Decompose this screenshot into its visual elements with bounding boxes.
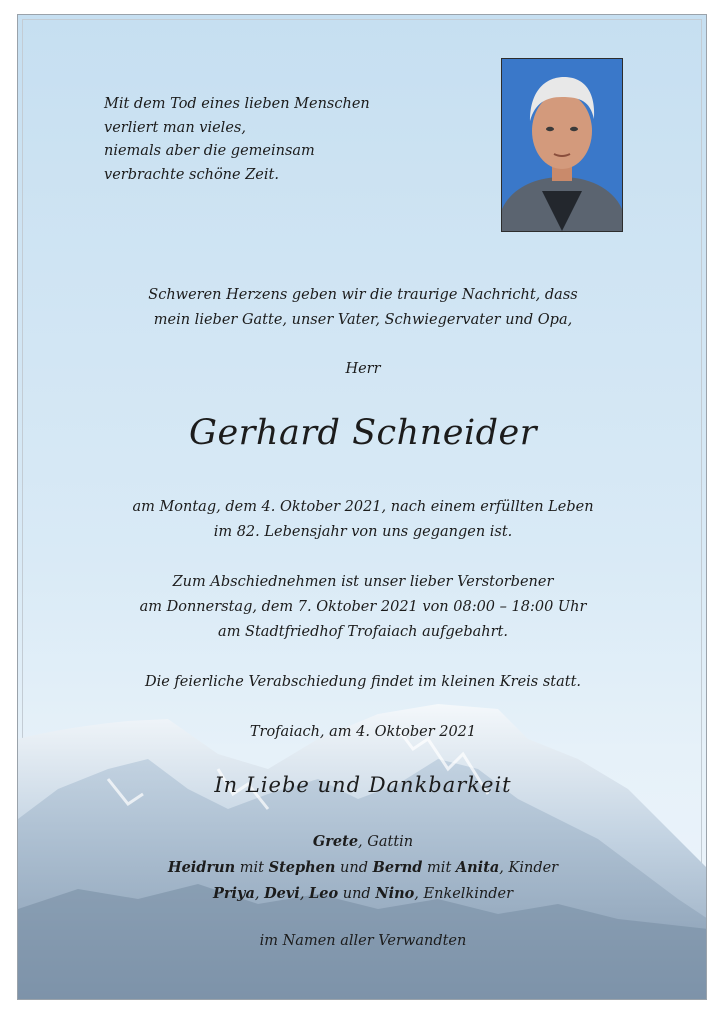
deceased-name: Gerhard Schneider: [189, 413, 537, 453]
announcement-line: Schweren Herzens geben wir die traurige Nachricht, dass: [148, 287, 578, 303]
viewing-line: am Stadtfriedhof Trofaiach aufgebahrt.: [218, 624, 508, 640]
relation-label: , Enkelkinder: [414, 886, 514, 902]
farewell-notice: Die feierliche Verabschiedung findet im kleinen Kreis statt.: [144, 674, 582, 690]
connector: ,: [254, 886, 265, 902]
mourner-name: Nino: [375, 885, 415, 902]
death-details: [18, 495, 707, 545]
mourner-name: Bernd: [372, 859, 423, 876]
mourner-name: Anita: [455, 859, 500, 876]
viewing-line: am Donnerstag, dem 7. Oktober 2021 von 08:00 – 18:00 Uhr: [139, 599, 587, 615]
mourner-name: Priya: [212, 885, 255, 902]
salutation: Herr: [345, 361, 381, 377]
mourner-line: [18, 881, 707, 907]
death-details-line: im 82. Lebensjahr von uns gegangen ist.: [213, 524, 513, 540]
viewing-line: Zum Abschiednehmen ist unser lieber Verstorbener: [172, 574, 554, 590]
death-details-line: am Montag, dem 4. Oktober 2021, nach einem erfüllten Leben: [132, 499, 594, 515]
connector: mit: [422, 860, 456, 876]
mourner-name: Stephen: [268, 859, 336, 876]
connector: ,: [299, 886, 310, 902]
closing-phrase: In Liebe und Dankbarkeit: [214, 773, 512, 797]
connector: und: [335, 860, 373, 876]
mourner-line: [18, 855, 707, 881]
connector: mit: [235, 860, 269, 876]
memorial-quote: [104, 93, 370, 187]
quote-line: Mit dem Tod eines lieben Menschen: [104, 96, 370, 112]
connector: und: [338, 886, 376, 902]
quote-line: niemals aber die gemeinsam: [104, 143, 315, 159]
obituary-card: [17, 14, 707, 1000]
mourner-line: [18, 829, 707, 855]
mourners-list: [18, 829, 707, 907]
portrait-photo-icon: [501, 58, 623, 232]
quote-line: verbrachte schöne Zeit.: [104, 166, 279, 183]
mourner-name: Heidrun: [167, 859, 236, 876]
on-behalf-note: im Namen aller Verwandten: [259, 933, 467, 949]
place-date: Trofaiach, am 4. Oktober 2021: [249, 724, 477, 740]
mourner-name: Devi: [264, 885, 300, 902]
announcement: [18, 283, 707, 333]
quote-line: verliert man vieles,: [104, 119, 246, 136]
mourner-name: Leo: [309, 885, 339, 902]
relation-label: , Gattin: [358, 834, 414, 850]
viewing-details: [18, 570, 707, 645]
relation-label: , Kinder: [499, 860, 559, 876]
announcement-line: mein lieber Gatte, unser Vater, Schwiegervater und Opa,: [153, 312, 573, 328]
mourner-name: Grete: [312, 833, 359, 850]
